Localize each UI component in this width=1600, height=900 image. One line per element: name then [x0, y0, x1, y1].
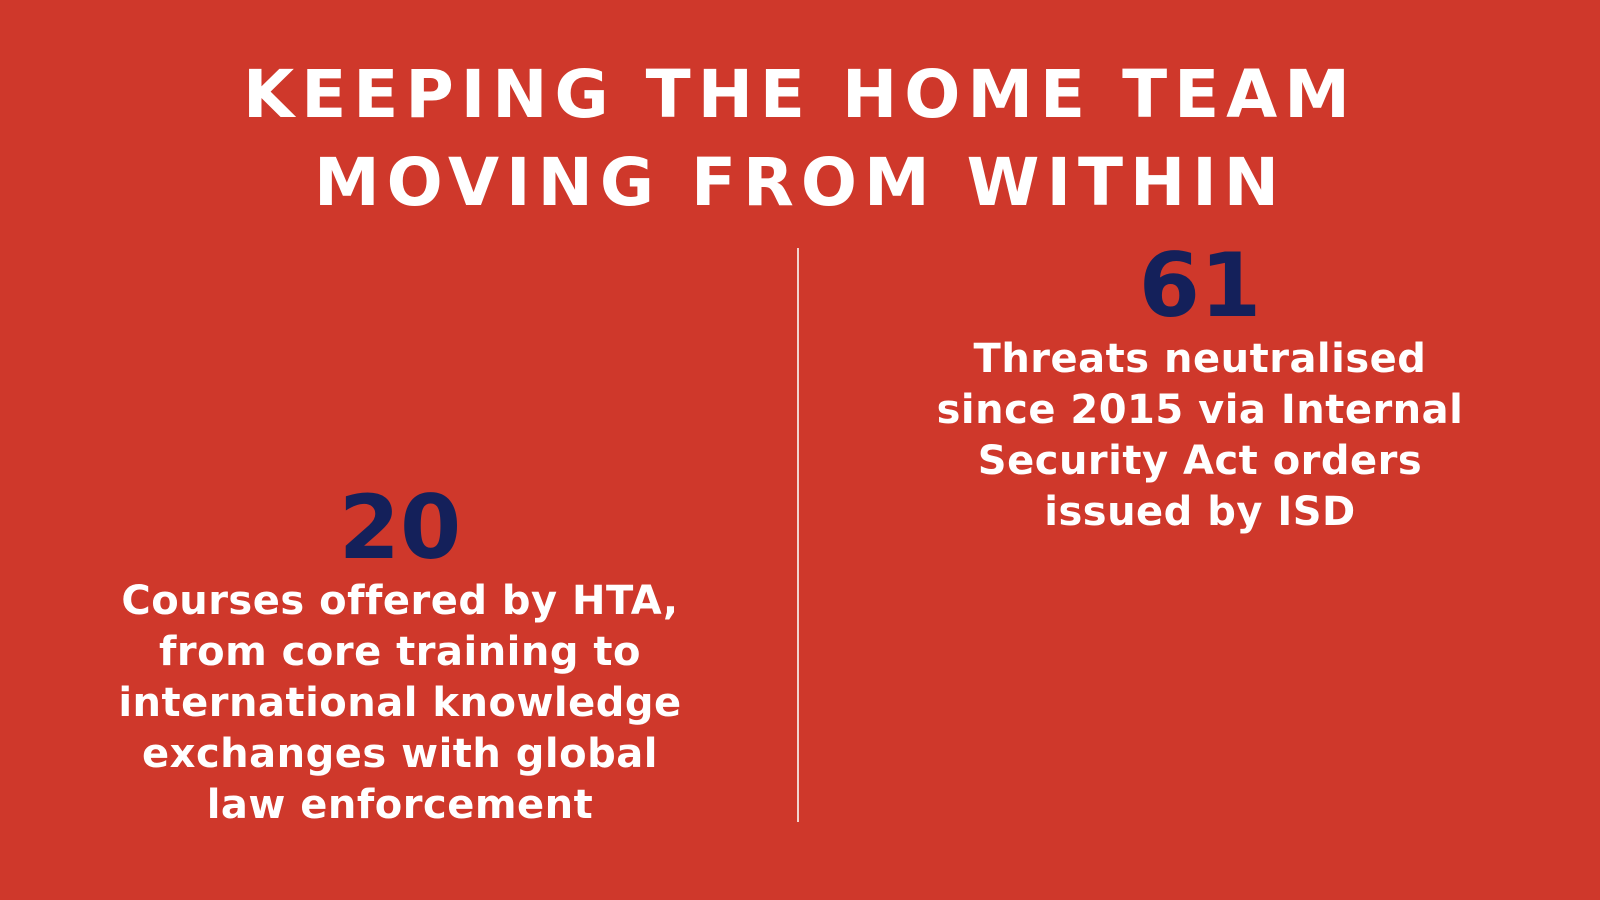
stat-courses: [100, 476, 700, 831]
headline-line-2: MOVING FROM WITHIN: [313, 144, 1287, 221]
stat-threats: [900, 234, 1500, 538]
column-divider: [797, 248, 799, 822]
stat-number-threats: 61: [1138, 234, 1262, 337]
stat-description-courses: Courses offered by HTA, from core training to international knowledge exchanges with global law enforcement: [118, 578, 682, 828]
stat-number-courses: 20: [338, 476, 462, 579]
headline-line-1: KEEPING THE HOME TEAM: [243, 56, 1357, 133]
stat-description-threats: Threats neutralised since 2015 via Internal Security Act orders issued by ISD: [936, 336, 1464, 535]
